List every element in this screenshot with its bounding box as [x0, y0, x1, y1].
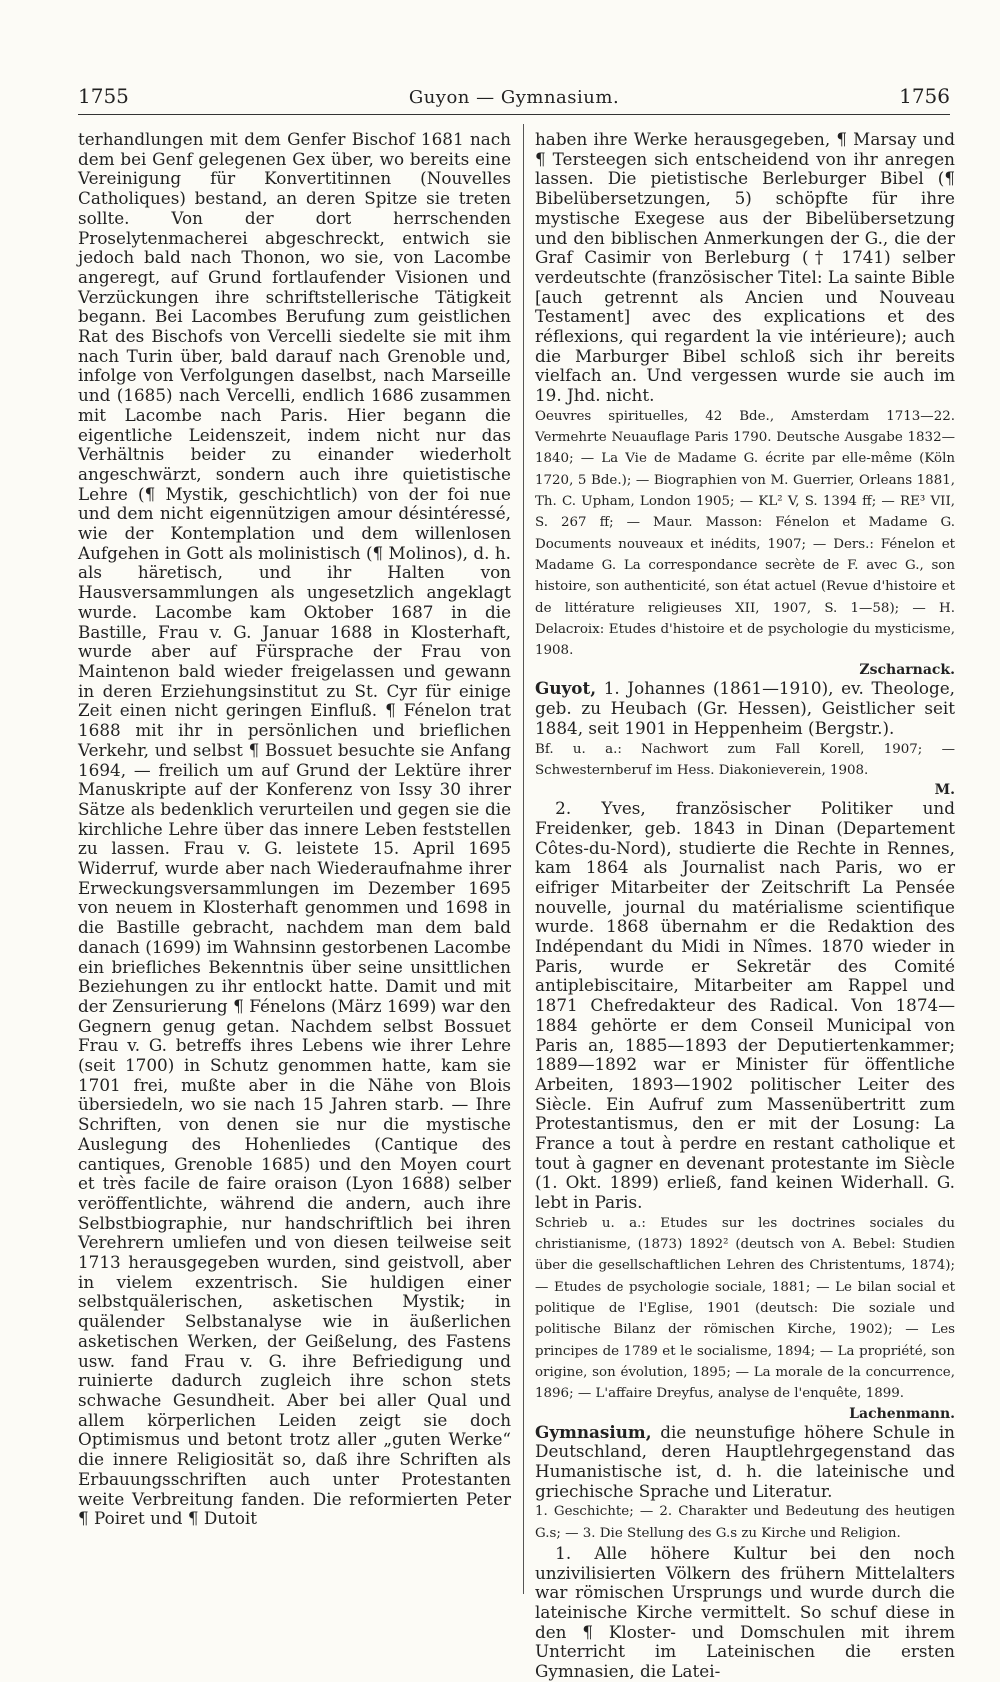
- right-page-number: 1756: [899, 84, 950, 108]
- entry-headword: Gymnasium,: [535, 1421, 652, 1442]
- gymnasium-contents: 1. Geschichte; — 2. Charakter und Bedeutung des heutigen G.s; — 3. Die Stellung des G.s zu Kirche und Religion.: [535, 1504, 955, 1541]
- guyot-johannes-bibliography: Bf. u. a.: Nachwort zum Fall Korell, 1907; — Schwesternberuf im Hess. Diakonieverein, 1908.: [535, 741, 955, 778]
- guyot-yves-bibliography: Schrieb u. a.: Etudes sur les doctrines sociales du christianisme, (1873) 1892² (deutsch von A. Bebel: Studien über die gesellschaftlichen Lehren des Christentums, 1874); — Etudes de psychologie sociale, 1881; — Le bilan social et politique de l'Eglise, 1901 (deutsch: Die soziale und politische Bilanz der römischen Kirche, 1902); — Les principes de 1789 et le socialisme, 1894; — La propriété, son origine, son évolution, 1895; — La morale de la concurrence, 1896; — L'affaire Dreyfus, analyse de l'enquête, 1899.: [535, 1215, 955, 1402]
- author-signature: Zscharnack.: [859, 662, 955, 679]
- left-page-number: 1755: [78, 84, 129, 108]
- entry-text: 1. Johannes (1861—1910), ev. Theologe, geb. zu Heubach (Gr. Hessen), Geistlicher seit 1884, seit 1901 in Heppenheim (Bergstr.).: [535, 678, 955, 738]
- entry-gymnasium: [535, 1423, 955, 1502]
- gymnasium-section-1: 1. Alle höhere Kultur bei den noch unzivilisierten Völkern des frühern Mittelalters war römischen Ursprungs und wurde durch die lateinische Kirche vermittelt. So schuf diese in den ¶ Kloster- und Domschulen mit ihrem Unterricht im Lateinischen die ersten Gymnasien, die Latei-: [535, 1542, 955, 1682]
- left-column: [78, 130, 511, 1597]
- entry-text: die neunstufige höhere Schule in Deutschland, deren Hauptlehrgegenstand das Humanistische ist, d. h. die lateinische und griechische Sprache und Literatur.: [535, 1421, 955, 1501]
- guyon-article-continuation: terhandlungen mit dem Genfer Bischof 1681 nach dem bei Genf gelegenen Gex über, wo bereits eine Vereinigung für Konvertitinnen (Nouvelles Catholiques) bestand, an deren Spitze sie treten sollte. Von der dort herrschenden Proselytenmacherei abgeschreckt, entwich sie jedoch bald nach Thonon, wo sie, von Lacombe angeregt, auf Grund fortlaufender Visionen und Verzückungen ihre schriftstellerische Tätigkeit begann. Bei Lacombes Berufung zum geistlichen Rat des Bischofs von Vercelli siedelte sie mit ihm nach Turin über, bald darauf nach Grenoble und, infolge von Verfolgungen daselbst, nach Marseille und (1685) nach Vercelli, endlich 1686 zusammen mit Lacombe nach Paris. Hier begann die eigentliche Leidenszeit, indem nicht nur das Verhältnis beider zu einander wiederholt angeschwärzt, sondern auch ihre quietistische Lehre (¶ Mystik, geschichtlich) von der foi nue und dem nicht eigennützigen amour désintéressé, wie der Kontemplation und dem willenlosen Aufgehen in Gott als molinistisch (¶ Molinos), d. h. als häretisch, und ihr Halten von Hausversammlungen als ungesetzlich angeklagt wurde. Lacombe kam Oktober 1687 in die Bastille, Frau v. G. Januar 1688 in Klosterhaft, wurde aber auf Fürsprache der Frau von Maintenon bald wieder freigelassen und gewann in deren Erziehungsinstitut zu St. Cyr für einige Zeit einen nicht geringen Einfluß. ¶ Fénelon trat 1688 mit ihr in persönlichen und brieflichen Verkehr, und selbst ¶ Bossuet besuchte sie Anfang 1694, — freilich um auf Grund der Lektüre ihrer Manuskripte auf der Konferenz von Issy 30 ihrer Sätze als bedenklich verurteilen und gegen sie die kirchliche Lehre über das innere Leben feststellen zu lassen. Frau v. G. leistete 15. April 1695 Widerruf, wurde aber nach Wiederaufnahme ihrer Erweckungsversammlungen im Dezember 1695 von neuem in Klosterhaft genommen und 1698 in die Bastille gebracht, nachdem man dem bald danach (1699) im Wahnsinn gestorbenen Lacombe ein briefliches Bekenntnis über seine unsittlichen Beziehungen zu ihr entlockt hatte. Damit und mit der Zensurierung ¶ Fénelons (März 1699) war den Gegnern genug getan. Nachdem selbst Bossuet Frau v. G. betreffs ihres Lebens wie ihrer Lehre (seit 1700) in Schutz genommen hatte, kam sie 1701 frei, mußte aber in die Nähe von Blois übersiedeln, wo sie nach 15 Jahren starb. — Ihre Schriften, von denen sie nur die mystische Auslegung des Hohenliedes (Cantique des cantiques, Grenoble 1685) und den Moyen court et très facile de faire oraison (Lyon 1688) selber veröffentlichte, während die andern, auch ihre Selbstbiographie, nur handschriftlich bei ihren Verehrern umliefen und von diesen teilweise seit 1713 herausgegeben wurden, sind geistvoll, aber in vielem exzentrisch. Sie huldigen einer selbstquälerischen, asketischen Mystik; in quälender Selbstanalyse wie in äußerlichen asketischen Werken, der Geißelung, des Fastens usw. fand Frau v. G. ihre Befriedigung und ruinierte dadurch zugleich ihre schon stets schwache Gesundheit. Aber bei aller Qual und allem körperlichen Leiden zeigt sie doch Optimismus und betont trotz aller „guten Werke“ die innere Religiosität so, daß ihre Schriften als Erbauungsschriften auch unter Protestanten weite Verbreitung fanden. Die reformierten Peter ¶ Poiret und ¶ Dutoit: [78, 129, 511, 1529]
- entry-guyot-yves: 2. Yves, französischer Politiker und Freidenker, geb. 1843 in Dinan (Departement Côtes-du-Nord), studierte die Rechte in Rennes, kam 1864 als Journalist nach Paris, wo er eifriger Mitarbeiter der Zeitschrift La Pensée nouvelle, journal du matérialisme scientifique wurde. 1868 übernahm er die Redaktion des Indépendant du Midi in Nîmes. 1870 wieder in Paris, wurde er Sekretär des Comité antiplebiscitaire, Mitarbeiter am Rappel und 1871 Chefredakteur des Radical. Von 1874—1884 gehörte er dem Conseil Municipal von Paris an, 1885—1893 der Deputiertenkammer; 1889—1892 war er Minister für öffentliche Arbeiten, 1893—1902 politischer Leiter des Siècle. Ein Aufruf zum Massenübertritt zum Protestantismus, den er mit der Losung: La France a tout à perdre en restant catholique et tout à gagner en devenant protestante im Siècle (1. Okt. 1899) erließ, fand keinen Widerhall. G. lebt in Paris.: [535, 798, 955, 1213]
- running-title: Guyon — Gymnasium.: [408, 87, 620, 108]
- guyon-article-conclusion: haben ihre Werke herausgegeben, ¶ Marsay und ¶ Tersteegen sich entscheidend von ihr anregen lassen. Die pietistische Berleburger Bibel (¶ Bibelübersetzungen, 5) schöpfte für ihre mystische Exegese aus der Bibelübersetzung und den biblischen Anmerkungen der G., die der Graf Casimir von Berleburg († 1741) selber verdeutschte (französischer Titel: La sainte Bible [auch getrennt als Ancien und Nouveau Testament] avec des explications et des réflexions, qui regardent la vie intérieure); auch die Marburger Bibel schloß sich ihr bereits vielfach an. Und vergessen wurde sie auch im 19. Jhd. nicht.: [535, 129, 955, 406]
- entry-headword: Guyot,: [535, 678, 597, 699]
- page-header: [78, 84, 950, 115]
- entry-guyot-johannes: [535, 679, 955, 738]
- right-column: [535, 129, 955, 1682]
- author-signature: Lachenmann.: [849, 1405, 955, 1422]
- guyon-bibliography: Oeuvres spirituelles, 42 Bde., Amsterdam 1713—22. Vermehrte Neuauflage Paris 1790. Deutsche Ausgabe 1832—1840; — La Vie de Madame G. écrite par elle-même (Köln 1720, 5 Bde.); — Biographien von M. Guerrier, Orleans 1881, Th. C. Upham, London 1905; — KL² V, S. 1394 ff; — RE³ VII, S. 267 ff; — Maur. Masson: Fénelon et Madame G. Documents nouveaux et inédits, 1907; — Ders.: Fénelon et Madame G. La correspondance secrète de F. avec G., son histoire, son authenticité, son état actuel (Revue d'histoire et de littérature religieuses XII, 1907, S. 1—58); — H. Delacroix: Etudes d'histoire et de psychologie du mysticisme, 1908.: [535, 408, 955, 659]
- author-signature: M.: [934, 782, 955, 799]
- column-divider: [523, 124, 524, 1594]
